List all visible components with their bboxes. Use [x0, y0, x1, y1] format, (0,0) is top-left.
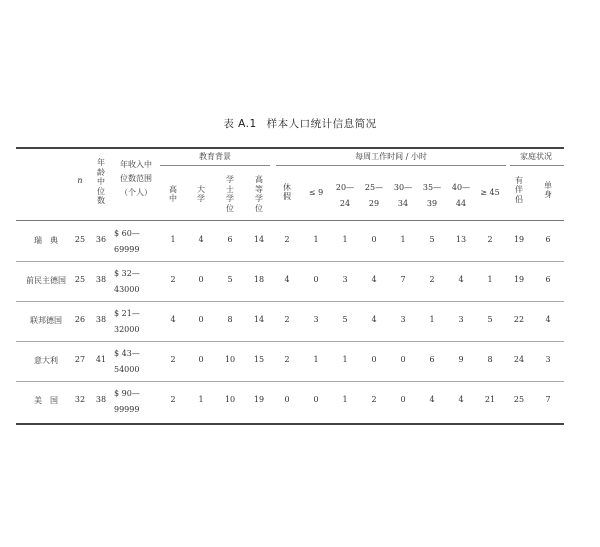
- header-hours-7: ≥ 45: [480, 188, 500, 197]
- row-hours-4: 0: [400, 395, 406, 404]
- row-family-1: 3: [545, 355, 551, 364]
- row-hours-0: 0: [284, 395, 290, 404]
- row-education-3: 15: [253, 355, 265, 364]
- row-hours-3: 4: [371, 315, 377, 324]
- row-hours-5: 1: [429, 315, 435, 324]
- header-hours-1: ≤ 9: [308, 188, 324, 197]
- row-hours-1: 1: [313, 235, 319, 244]
- row-median-age: 38: [95, 395, 107, 404]
- row-separator: [16, 381, 564, 382]
- row-hours-5: 2: [429, 275, 435, 284]
- header-education-3: 高 等 学 位: [255, 175, 263, 213]
- row-country: 前民主德国: [26, 276, 66, 285]
- row-hours-3: 0: [371, 235, 377, 244]
- row-income: $ 43— 54000: [114, 349, 140, 374]
- header-education-0: 高 中: [169, 184, 177, 203]
- row-family-0: 22: [513, 315, 525, 324]
- row-education-0: 1: [170, 235, 176, 244]
- row-n: 26: [74, 315, 86, 324]
- header-education-1: 大 学: [197, 184, 205, 203]
- row-median-age: 38: [95, 275, 107, 284]
- row-hours-7: 5: [487, 315, 493, 324]
- caption-number: 表 A.1: [223, 118, 257, 130]
- row-hours-6: 3: [458, 315, 464, 324]
- row-income: $ 90— 99999: [114, 389, 140, 414]
- row-hours-0: 4: [284, 275, 290, 284]
- row-hours-6: 4: [458, 395, 464, 404]
- row-hours-7: 1: [487, 275, 493, 284]
- row-income: $ 60— 69999: [114, 229, 140, 254]
- row-education-2: 6: [227, 235, 233, 244]
- row-education-1: 0: [198, 275, 204, 284]
- row-n: 27: [74, 355, 86, 364]
- row-hours-2: 1: [342, 395, 348, 404]
- row-family-1: 6: [545, 275, 551, 284]
- header-hours-5: 35— 39: [422, 183, 442, 208]
- row-country: 联邦德国: [30, 316, 62, 325]
- row-hours-7: 2: [487, 235, 493, 244]
- header-family-1: 单 身: [544, 180, 552, 199]
- row-country: 意大利: [34, 356, 58, 365]
- row-hours-5: 6: [429, 355, 435, 364]
- row-hours-4: 1: [400, 235, 406, 244]
- row-hours-4: 3: [400, 315, 406, 324]
- header-n: n: [77, 176, 83, 185]
- row-country: 瑞 典: [34, 236, 58, 245]
- row-separator: [16, 261, 564, 262]
- bottom-rule: [16, 423, 564, 425]
- row-education-2: 10: [224, 355, 236, 364]
- row-hours-7: 8: [487, 355, 493, 364]
- row-hours-2: 1: [342, 235, 348, 244]
- header-median-age: 年 龄 中 位 数: [97, 158, 105, 206]
- row-hours-5: 4: [429, 395, 435, 404]
- row-education-3: 14: [253, 315, 265, 324]
- header-family-0: 有 伴 侣: [515, 175, 523, 204]
- hours-group-rule: [276, 165, 506, 166]
- row-hours-1: 0: [313, 275, 319, 284]
- row-family-0: 25: [513, 395, 525, 404]
- table-caption: [0, 116, 600, 131]
- caption-title: 样本人口统计信息简况: [266, 118, 377, 130]
- row-hours-1: 3: [313, 315, 319, 324]
- row-hours-5: 5: [429, 235, 435, 244]
- row-hours-0: 2: [284, 355, 290, 364]
- row-income: $ 32— 43000: [114, 269, 140, 294]
- row-education-1: 1: [198, 395, 204, 404]
- row-hours-0: 2: [284, 315, 290, 324]
- row-family-1: 4: [545, 315, 551, 324]
- row-hours-1: 0: [313, 395, 319, 404]
- row-family-0: 24: [513, 355, 525, 364]
- header-education-group: 教育背景: [199, 152, 231, 161]
- row-education-0: 2: [170, 395, 176, 404]
- row-hours-4: 0: [400, 355, 406, 364]
- row-education-2: 10: [224, 395, 236, 404]
- row-hours-6: 9: [458, 355, 464, 364]
- row-median-age: 41: [95, 355, 107, 364]
- family-group-rule: [510, 165, 564, 166]
- row-education-2: 8: [227, 315, 233, 324]
- row-median-age: 36: [95, 235, 107, 244]
- row-education-1: 4: [198, 235, 204, 244]
- row-median-age: 38: [95, 315, 107, 324]
- row-separator: [16, 341, 564, 342]
- row-hours-2: 1: [342, 355, 348, 364]
- header-income: 年收入中 位数范围 （个人）: [120, 160, 152, 197]
- header-hours-group: 每周工作时间 / 小时: [355, 152, 427, 161]
- row-hours-0: 2: [284, 235, 290, 244]
- row-education-1: 0: [198, 315, 204, 324]
- row-family-1: 7: [545, 395, 551, 404]
- header-hours-3: 25— 29: [364, 183, 384, 208]
- row-hours-6: 13: [455, 235, 467, 244]
- row-hours-4: 7: [400, 275, 406, 284]
- row-hours-3: 2: [371, 395, 377, 404]
- row-hours-2: 3: [342, 275, 348, 284]
- row-income: $ 21— 32000: [114, 309, 140, 334]
- row-hours-2: 5: [342, 315, 348, 324]
- row-education-0: 2: [170, 275, 176, 284]
- row-education-3: 18: [253, 275, 265, 284]
- row-education-0: 2: [170, 355, 176, 364]
- row-hours-3: 0: [371, 355, 377, 364]
- row-n: 32: [74, 395, 86, 404]
- row-education-2: 5: [227, 275, 233, 284]
- row-education-0: 4: [170, 315, 176, 324]
- row-hours-3: 4: [371, 275, 377, 284]
- header-hours-2: 20— 24: [335, 183, 355, 208]
- row-education-1: 0: [198, 355, 204, 364]
- row-family-0: 19: [513, 235, 525, 244]
- header-hours-6: 40— 44: [451, 183, 471, 208]
- row-hours-6: 4: [458, 275, 464, 284]
- header-hours-4: 30— 34: [393, 183, 413, 208]
- row-separator: [16, 301, 564, 302]
- row-n: 25: [74, 275, 86, 284]
- header-hours-0: 休 假: [283, 182, 291, 201]
- row-hours-1: 1: [313, 355, 319, 364]
- row-n: 25: [74, 235, 86, 244]
- header-family-group: 家庭状况: [520, 152, 552, 161]
- row-family-1: 6: [545, 235, 551, 244]
- row-country: 美 国: [34, 396, 58, 405]
- row-family-0: 19: [513, 275, 525, 284]
- top-rule: [16, 147, 564, 149]
- education-group-rule: [160, 165, 270, 166]
- row-hours-7: 21: [484, 395, 496, 404]
- row-education-3: 19: [253, 395, 265, 404]
- header-bottom-rule: [16, 220, 564, 221]
- header-education-2: 学 士 学 位: [226, 175, 234, 213]
- row-education-3: 14: [253, 235, 265, 244]
